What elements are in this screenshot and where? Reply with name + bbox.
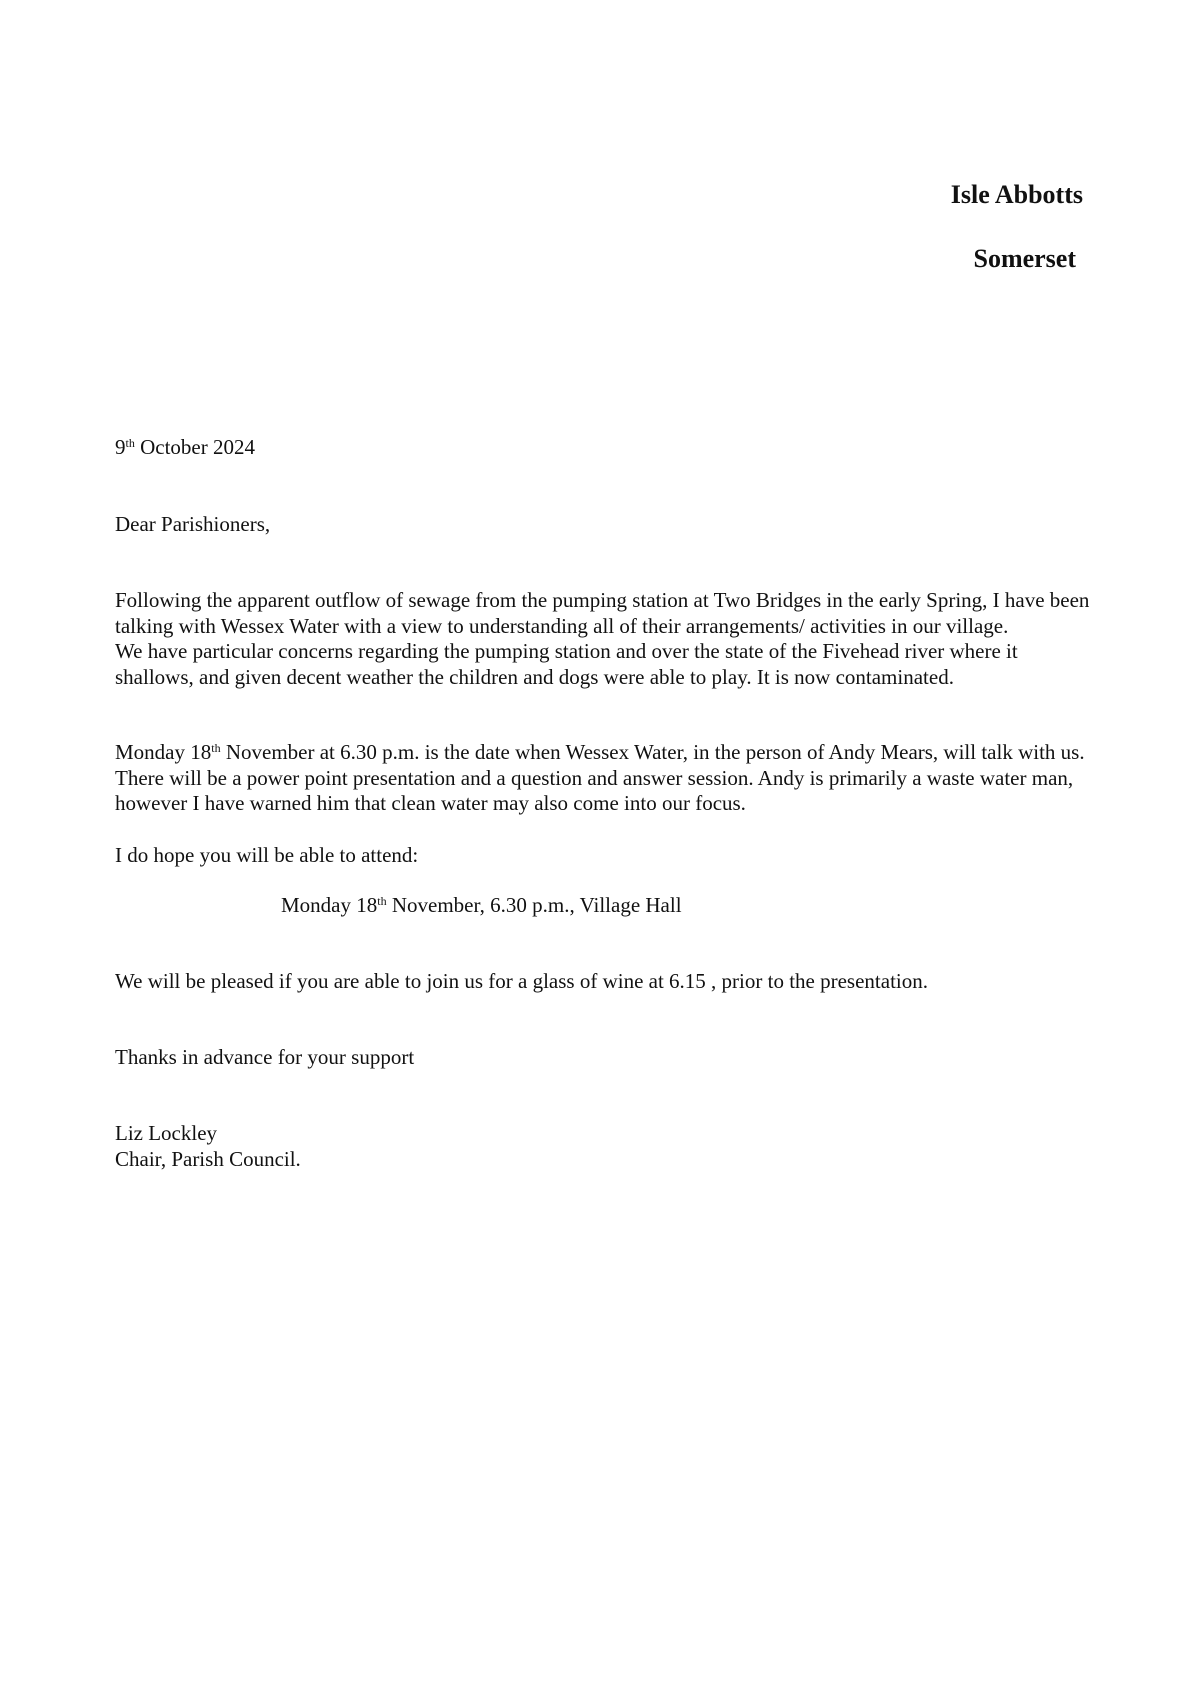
thanks-line: Thanks in advance for your support bbox=[115, 1045, 415, 1069]
event-after: November, 6.30 p.m., Village Hall bbox=[386, 893, 682, 917]
event-details bbox=[281, 893, 1081, 919]
address-line-1: Isle Abbotts bbox=[950, 180, 1083, 209]
paragraph-1-text-2: We have particular concerns regarding the pumping station and over the state of the Fivehead river where it shallows, and given decent weather the children and dogs were able to play. It is now contaminated. bbox=[115, 639, 1018, 689]
letter-date bbox=[115, 435, 1095, 461]
date-day-suffix: th bbox=[125, 436, 135, 450]
signature-block bbox=[115, 1121, 1095, 1172]
greeting: Dear Parishioners, bbox=[115, 512, 271, 536]
signature-name: Liz Lockley bbox=[115, 1121, 218, 1145]
date-rest: October 2024 bbox=[134, 435, 255, 459]
event-before: Monday 18 bbox=[281, 893, 378, 917]
paragraph-2-before: Monday 18 bbox=[115, 740, 212, 764]
paragraph-2 bbox=[115, 740, 1095, 817]
signature-title: Chair, Parish Council. bbox=[115, 1146, 301, 1171]
address-line-2: Somerset bbox=[973, 244, 1076, 273]
paragraph-1-text-1: Following the apparent outflow of sewage from the pumping station at Two Bridges in the early Spring, I have been talking with Wessex Water with a view to understanding all of their arrangements/ activities in our village. bbox=[115, 588, 1090, 638]
paragraph-2-suffix: th bbox=[211, 741, 221, 755]
date-day: 9 bbox=[115, 435, 126, 459]
attend-line: I do hope you will be able to attend: bbox=[115, 843, 419, 867]
paragraph-1 bbox=[115, 588, 1095, 690]
event-suffix: th bbox=[377, 894, 387, 908]
paragraph-2-after: November at 6.30 p.m. is the date when Wessex Water, in the person of Andy Mears, will talk with us. There will be a power point presentation and a question and answer session. Andy is primarily a waste water man, however I have warned him that clean water may also come into our focus. bbox=[115, 740, 1085, 815]
wine-invitation: We will be pleased if you are able to join us for a glass of wine at 6.15 , prior to the presentation. bbox=[115, 969, 929, 993]
